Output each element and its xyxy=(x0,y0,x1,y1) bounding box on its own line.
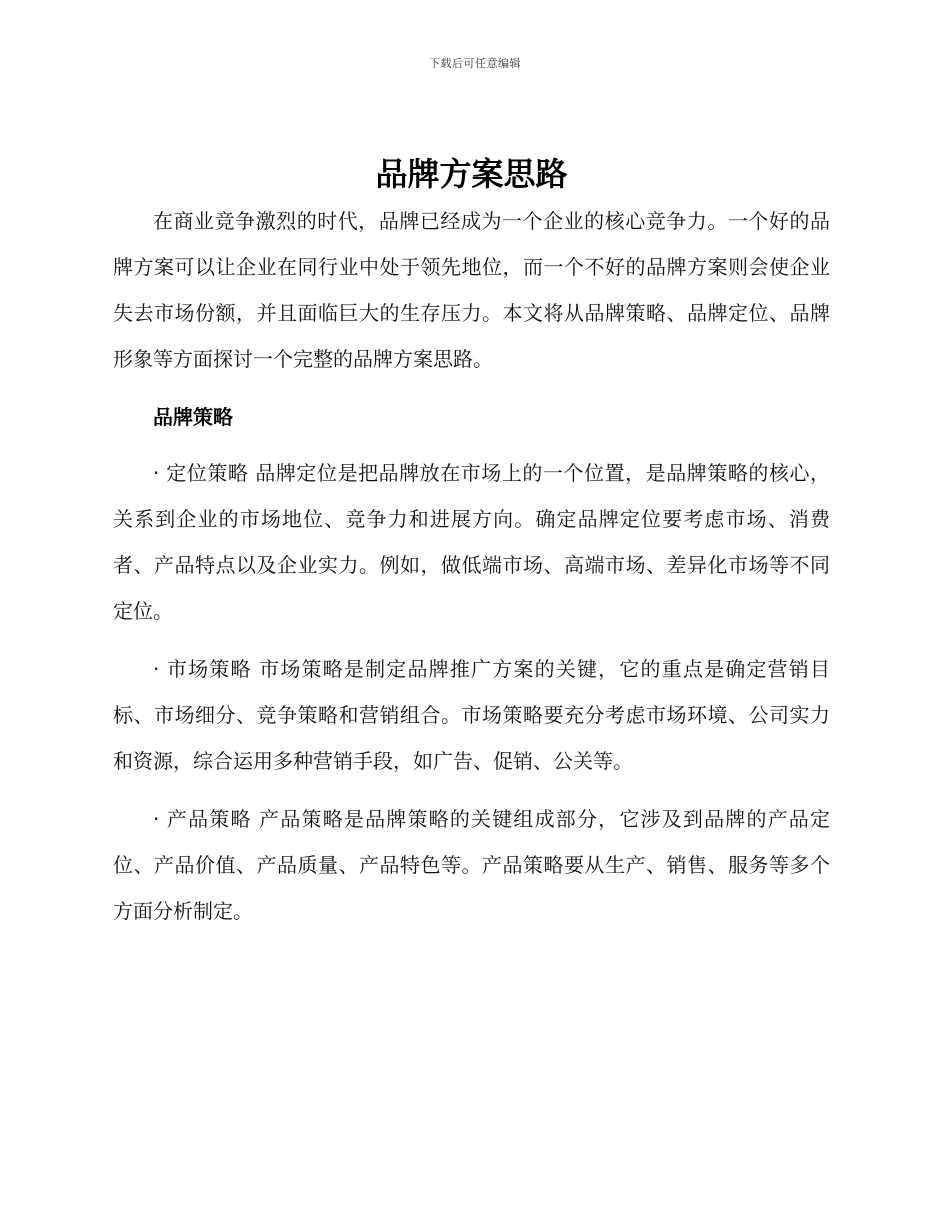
document-body xyxy=(113,150,830,934)
page-header-note: 下载后可任意编辑 xyxy=(429,57,521,70)
intro-paragraph: 在商业竞争激烈的时代，品牌已经成为一个企业的核心竞争力。一个好的品牌方案可以让企业在同行业中处于领先地位，而一个不好的品牌方案则会使企业失去市场份额，并且面临巨大的生存压力。本文将从品牌策略、品牌定位、品牌形象等方面探讨一个完整的品牌方案思路。 xyxy=(113,209,830,371)
bullet-paragraph-market: · 市场策略 市场策略是制定品牌推广方案的关键，它的重点是确定营销目标、市场细分、竞争策略和营销组合。市场策略要充分考虑市场环境、公司实力和资源，综合运用多种营销手段，如广告、促销、公关等。 xyxy=(113,657,830,773)
bullet-paragraph-product: · 产品策略 产品策略是品牌策略的关键组成部分，它涉及到品牌的产品定位、产品价值、产品质量、产品特色等。产品策略要从生产、销售、服务等多个方面分析制定。 xyxy=(113,807,830,923)
bullet-paragraph-positioning: · 定位策略 品牌定位是把品牌放在市场上的一个位置，是品牌策略的核心，关系到企业的市场地位、竞争力和进展方向。确定品牌定位要考虑市场、消费者、产品特点以及企业实力。例如，做低端市场、高端市场、差异化市场等不同定位。 xyxy=(113,461,830,623)
section-heading: 品牌策略 xyxy=(153,405,233,429)
document-title: 品牌方案思路 xyxy=(375,155,568,193)
